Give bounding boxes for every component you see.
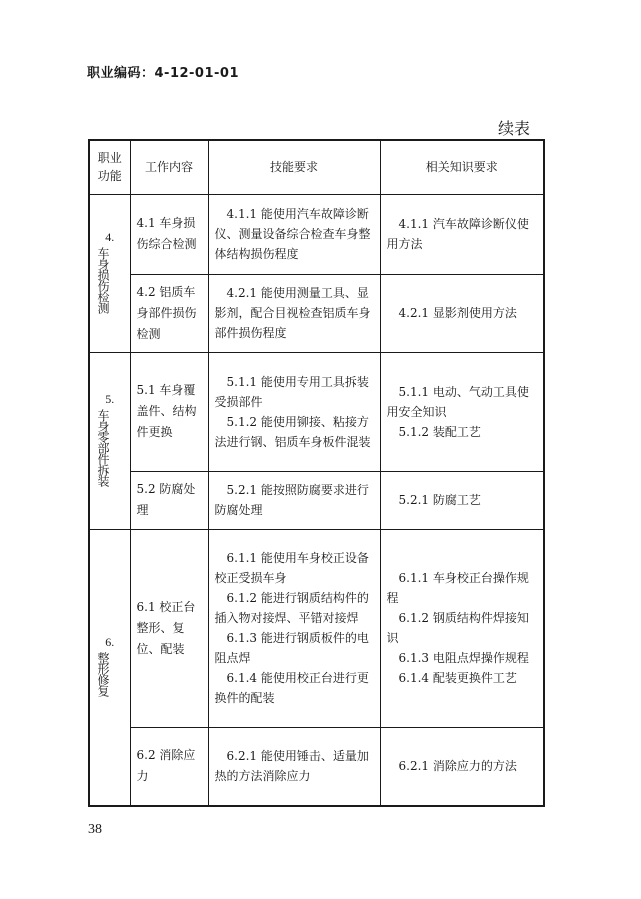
function-cell-6: 6. 整形修复 xyxy=(89,529,130,806)
occupation-standard-table xyxy=(88,139,545,807)
continued-label: 续表 xyxy=(498,119,531,138)
job-code: 职业编码：4-12-01-01 xyxy=(87,66,240,81)
skill-cell: 4.1.1 能使用汽车故障诊断仪、测量设备综合检查车身整体结构损伤程度 xyxy=(208,194,380,274)
page-number: 38 xyxy=(88,822,102,837)
work-content-cell: 4.1 车身损伤综合检测 xyxy=(130,194,208,274)
skill-cell: 6.2.1 能使用锤击、适量加热的方法消除应力 xyxy=(208,727,380,806)
table-row xyxy=(89,352,544,471)
table-row xyxy=(89,471,544,529)
knowledge-cell: 6.1.1 车身校正台操作规程 6.1.2 钢质结构件焊接知识 6.1.3 电阻点焊操作规程 6.1.4 配装更换件工艺 xyxy=(380,529,544,727)
header-function: 职业 功能 xyxy=(89,140,130,194)
work-content-cell: 5.1 车身覆盖件、结构件更换 xyxy=(130,352,208,471)
skill-cell: 4.2.1 能使用测量工具、显影剂，配合目视检查铝质车身部件损伤程度 xyxy=(208,274,380,352)
table-row xyxy=(89,727,544,806)
work-content-cell: 6.1 校正台整形、复位、配装 xyxy=(130,529,208,727)
table-row xyxy=(89,529,544,727)
table-row xyxy=(89,274,544,352)
knowledge-cell: 5.1.1 电动、气动工具使用安全知识 5.1.2 装配工艺 xyxy=(380,352,544,471)
work-content-cell: 4.2 铝质车身部件损伤检测 xyxy=(130,274,208,352)
header-work-content: 工作内容 xyxy=(130,140,208,194)
skill-cell: 6.1.1 能使用车身校正设备校正受损车身 6.1.2 能进行钢质结构件的插入物对接焊、平错对接焊 6.1.3 能进行钢质板件的电阻点焊 6.1.4 能使用校正台进行更换件的配装 xyxy=(208,529,380,727)
work-content-cell: 6.2 消除应力 xyxy=(130,727,208,806)
knowledge-cell: 6.2.1 消除应力的方法 xyxy=(380,727,544,806)
knowledge-cell: 4.2.1 显影剂使用方法 xyxy=(380,274,544,352)
table-header-row xyxy=(89,140,544,194)
header-skill-requirements: 技能要求 xyxy=(208,140,380,194)
knowledge-cell: 5.2.1 防腐工艺 xyxy=(380,471,544,529)
skill-cell: 5.2.1 能按照防腐要求进行防腐处理 xyxy=(208,471,380,529)
work-content-cell: 5.2 防腐处理 xyxy=(130,471,208,529)
function-cell-5: 5. 车身零部件拆装 xyxy=(89,352,130,529)
skill-cell: 5.1.1 能使用专用工具拆装受损部件 5.1.2 能使用铆接、粘接方法进行钢、铝质车身板件混装 xyxy=(208,352,380,471)
knowledge-cell: 4.1.1 汽车故障诊断仪使用方法 xyxy=(380,194,544,274)
header-knowledge-requirements: 相关知识要求 xyxy=(380,140,544,194)
function-cell-4: 4. 车身损伤检测 xyxy=(89,194,130,352)
table-row xyxy=(89,194,544,274)
